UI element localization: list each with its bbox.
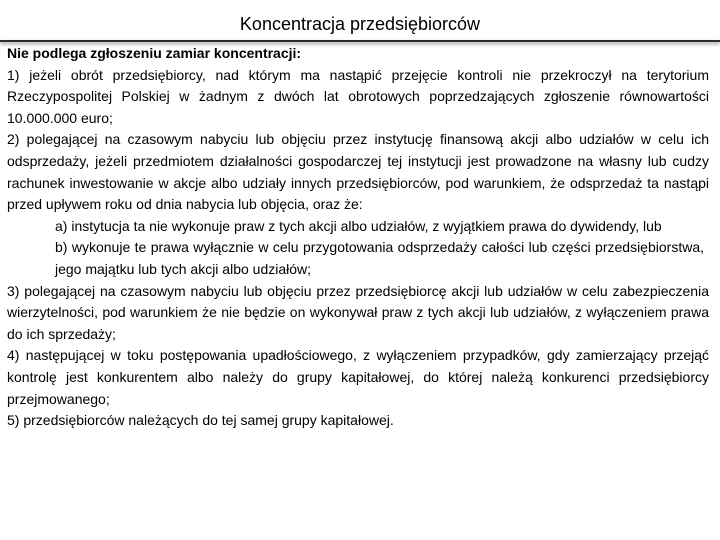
list-item-1: 1) jeżeli obrót przedsiębiorcy, nad którym ma nastąpić przejęcie kontroli nie przekroczył na terytorium Rzeczypospolitej Polskiej w żadnym z dwóch lat obrotowych poprzedzających zgłoszenie równowartości 10.000.000 euro; — [7, 66, 709, 126]
title-divider — [0, 40, 720, 42]
intro-text: Nie podlega zgłoszeniu zamiar koncentracji: — [7, 45, 302, 61]
page-title: Koncentracja przedsiębiorców — [239, 14, 481, 34]
sub-item-b: b) wykonuje te prawa wyłącznie w celu przygotowania odsprzedaży całości lub części przedsiębiorstwa, jego majątku lub tych akcji albo udziałów; — [55, 239, 704, 277]
list-item-3: 3) polegającej na czasowym nabyciu lub objęciu przez przedsiębiorcę akcji lub udziałów w celu zabezpieczenia wierzytelności, pod warunkiem że nie będzie on wykonywał praw z tych akcji lub udziałów, z wyłączeniem prawa do ich sprzedaży; — [7, 282, 709, 342]
document-body — [7, 43, 709, 432]
list-item-2: 2) polegającej na czasowym nabyciu lub objęciu przez instytucję finansową akcji albo udziałów w celu ich odsprzedaży, jeżeli przedmiotem działalności gospodarczej tej instytucji jest prowadzone na własny lub cudzy rachunek inwestowanie w akcje albo udziały innych przedsiębiorców, pod warunkiem, że odsprzedaż ta nastąpi przed upływem roku od dnia nabycia lub objęcia, oraz że: — [7, 131, 709, 213]
sub-item-a: a) instytucja ta nie wykonuje praw z tych akcji albo udziałów, z wyjątkiem prawa do dywidendy, lub — [55, 217, 662, 234]
list-item-5: 5) przedsiębiorców należących do tej samej grupy kapitałowej. — [7, 412, 394, 429]
list-item-4: 4) następującej w toku postępowania upadłościowego, z wyłączeniem przypadków, gdy zamierzający przejąć kontrolę jest konkurentem albo należy do grupy kapitałowej, do której należą konkurenci przedsiębiorcy przejmowanego; — [7, 347, 709, 407]
